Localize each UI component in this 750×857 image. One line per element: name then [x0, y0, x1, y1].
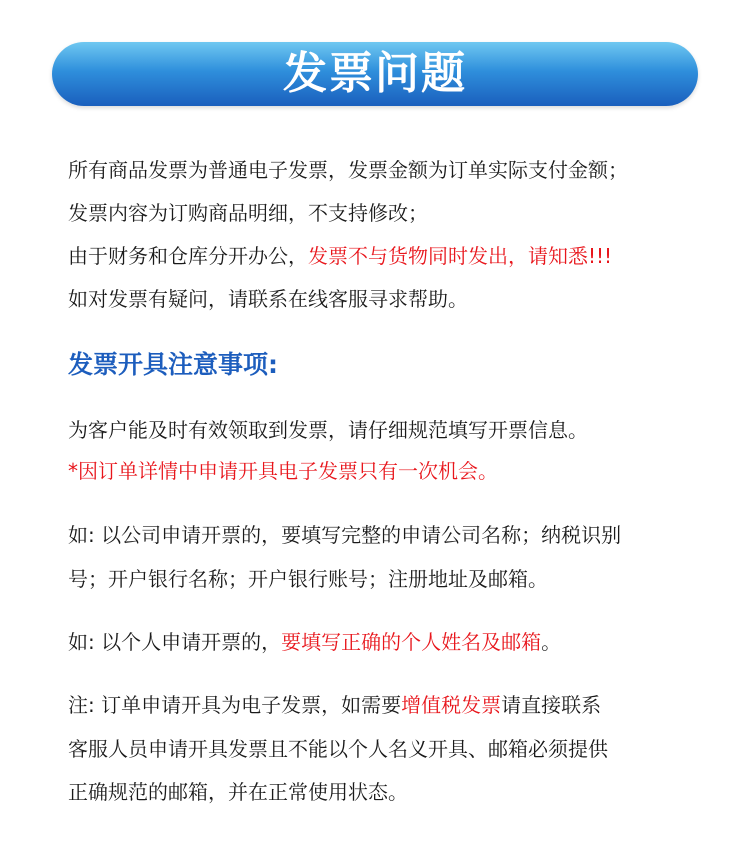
page-title: 发票问题 — [283, 48, 467, 99]
note-paragraph-5-highlight: 增值税发票 — [401, 693, 502, 717]
note-paragraph-3-line-1: 如: 以公司申请开票的，要填写完整的申请公司名称；纳税识别 — [68, 523, 622, 547]
note-paragraph-4-end: 。 — [541, 630, 562, 654]
note-paragraph-5-line-1 — [68, 690, 601, 720]
note-paragraph-3-line-2: 号；开户银行名称；开户银行账号；注册地址及邮箱。 — [68, 567, 548, 591]
note-paragraph-5-text-b: 请直接联系 — [501, 693, 602, 717]
note-paragraph-5-line-3: 正确规范的邮箱，并在正常使用状态。 — [68, 780, 408, 804]
note-paragraph-2: *因订单详情中申请开具电子发票只有一次机会。 — [68, 459, 498, 483]
intro-line-3-text: 由于财务和仓库分开办公， — [68, 244, 308, 268]
note-paragraph-4-highlight: 要填写正确的个人姓名及邮箱 — [281, 630, 542, 654]
intro-line-3-warning: 发票不与货物同时发出，请知悉!!! — [308, 244, 613, 268]
intro-line-2: 发票内容为订购商品明细，不支持修改； — [68, 201, 428, 225]
section-heading: 发票开具注意事项: — [68, 350, 278, 379]
intro-line-1: 所有商品发票为普通电子发票，发票金额为订单实际支付金额； — [68, 158, 628, 182]
intro-line-3 — [68, 241, 612, 271]
title-banner — [52, 42, 698, 106]
note-paragraph-5-line-2: 客服人员申请开具发票且不能以个人名义开具、邮箱必须提供 — [68, 737, 608, 761]
note-paragraph-4 — [68, 627, 561, 657]
note-paragraph-1: 为客户能及时有效领取到发票，请仔细规范填写开票信息。 — [68, 418, 588, 442]
note-paragraph-4-text: 如: 以个人申请开票的， — [68, 630, 282, 654]
note-paragraph-5-text-a: 注: 订单申请开具为电子发票，如需要 — [68, 693, 402, 717]
intro-line-4: 如对发票有疑问，请联系在线客服寻求帮助。 — [68, 287, 468, 311]
